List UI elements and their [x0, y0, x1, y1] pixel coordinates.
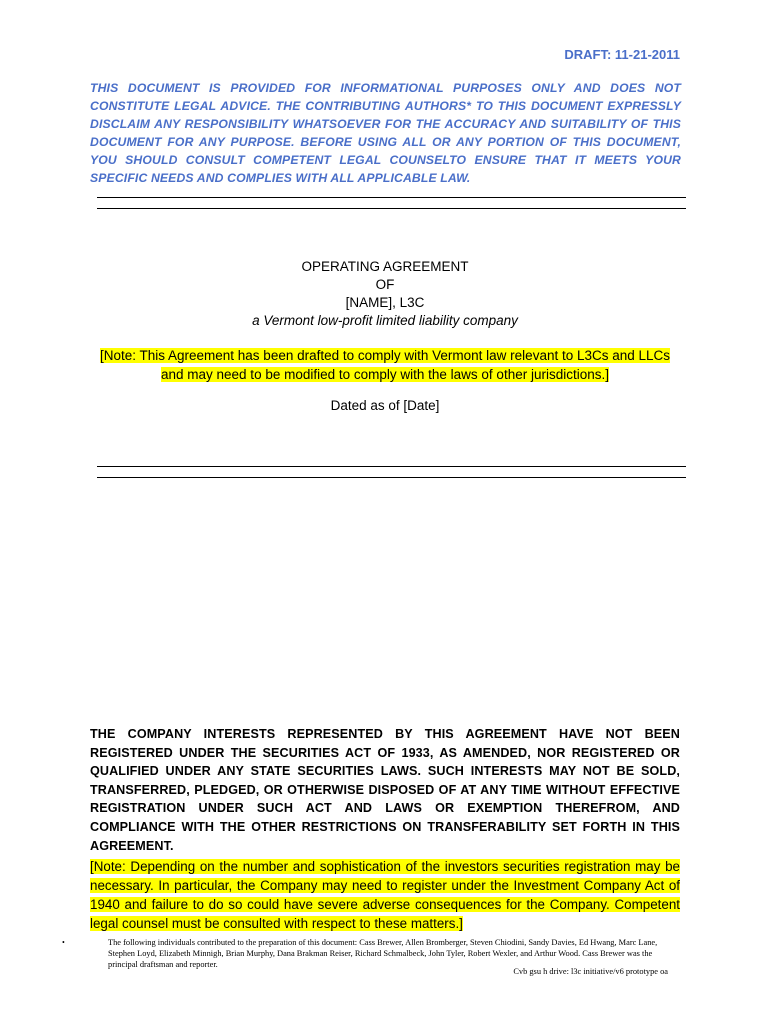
registration-note-text: [Note: Depending on the number and sophistication of the investors securities registration may be necessary. In particular, the Company may need to register under the Investment Company Act of 1940 and failure to do so could have severe adverse consequences for the Company. Competent legal counsel must be consulted with respect to these matters.] [90, 859, 680, 931]
footnote-bullet: • [62, 938, 65, 947]
divider-line-1 [97, 197, 686, 198]
dated-line: Dated as of [Date] [330, 398, 440, 413]
contributors-footnote [62, 937, 672, 970]
title-line-2: OF [375, 277, 395, 292]
jurisdiction-note [0, 346, 770, 384]
divider-line-3 [97, 466, 686, 467]
jurisdiction-note-line-1: [Note: This Agreement has been drafted to comply with Vermont law relevant to L3Cs and LLCs [99, 348, 671, 363]
file-path-label: Cvb gsu h drive: l3c initiative/v6 prototype oa [513, 967, 668, 976]
securities-legend: THE COMPANY INTERESTS REPRESENTED BY THIS AGREEMENT HAVE NOT BEEN REGISTERED UNDER THE SECURITIES ACT OF 1933, AS AMENDED, NOR REGISTERED OR QUALIFIED UNDER ANY STATE SECURITIES LAWS. SUCH INTERESTS MAY NOT BE SOLD, TRANSFERRED, PLEDGED, OR OTHERWISE DISPOSED OF AT ANY TIME WITHOUT EFFECTIVE REGISTRATION UNDER SUCH ACT AND LAWS OR EXEMPTION THEREFROM, AND COMPLIANCE WITH THE OTHER RESTRICTIONS ON TRANSFERABILITY SET FORTH IN THIS AGREEMENT. [90, 727, 680, 853]
title-subtitle: a Vermont low-profit limited liability company [252, 313, 518, 328]
document-title [0, 258, 770, 330]
footnote-text: The following individuals contributed to the preparation of this document: Cass Brewer, Allen Bromberger, Steven Chiodini, Sandy Davies, Ed Hwang, Marc Lane, Stephen Loyd, Elizabeth Minnigh, Brian Murphy, Dana Brakman Reiser, Richard Schmalbeck, John Tyler, Robert Wexler, and Arthur Wood. Cass Brewer was the principal draftsman and reporter. [108, 938, 658, 969]
title-line-3: [NAME], L3C [345, 295, 425, 310]
divider-line-2 [97, 208, 686, 209]
draft-date-label: DRAFT: 11-21-2011 [564, 47, 680, 62]
jurisdiction-note-line-2: and may need to be modified to comply with the laws of other jurisdictions.] [161, 367, 609, 382]
title-line-1: OPERATING AGREEMENT [301, 259, 469, 274]
divider-line-4 [97, 477, 686, 478]
legal-disclaimer: THIS DOCUMENT IS PROVIDED FOR INFORMATIONAL PURPOSES ONLY AND DOES NOT CONSTITUTE LEGAL ADVICE. THE CONTRIBUTING AUTHORS* TO THIS DOCUMENT EXPRESSLY DISCLAIM ANY RESPONSIBILITY WHATSOEVER FOR THE ACCURACY AND SUITABILITY OF THIS DOCUMENT FOR ANY PURPOSE. BEFORE USING ALL OR ANY PORTION OF THIS DOCUMENT, YOU SHOULD CONSULT COMPETENT LEGAL COUNSELTO ENSURE THAT IT MEETS YOUR SPECIFIC NEEDS AND COMPLIES WITH ALL APPLICABLE LAW. [90, 81, 681, 185]
registration-note [90, 857, 680, 933]
